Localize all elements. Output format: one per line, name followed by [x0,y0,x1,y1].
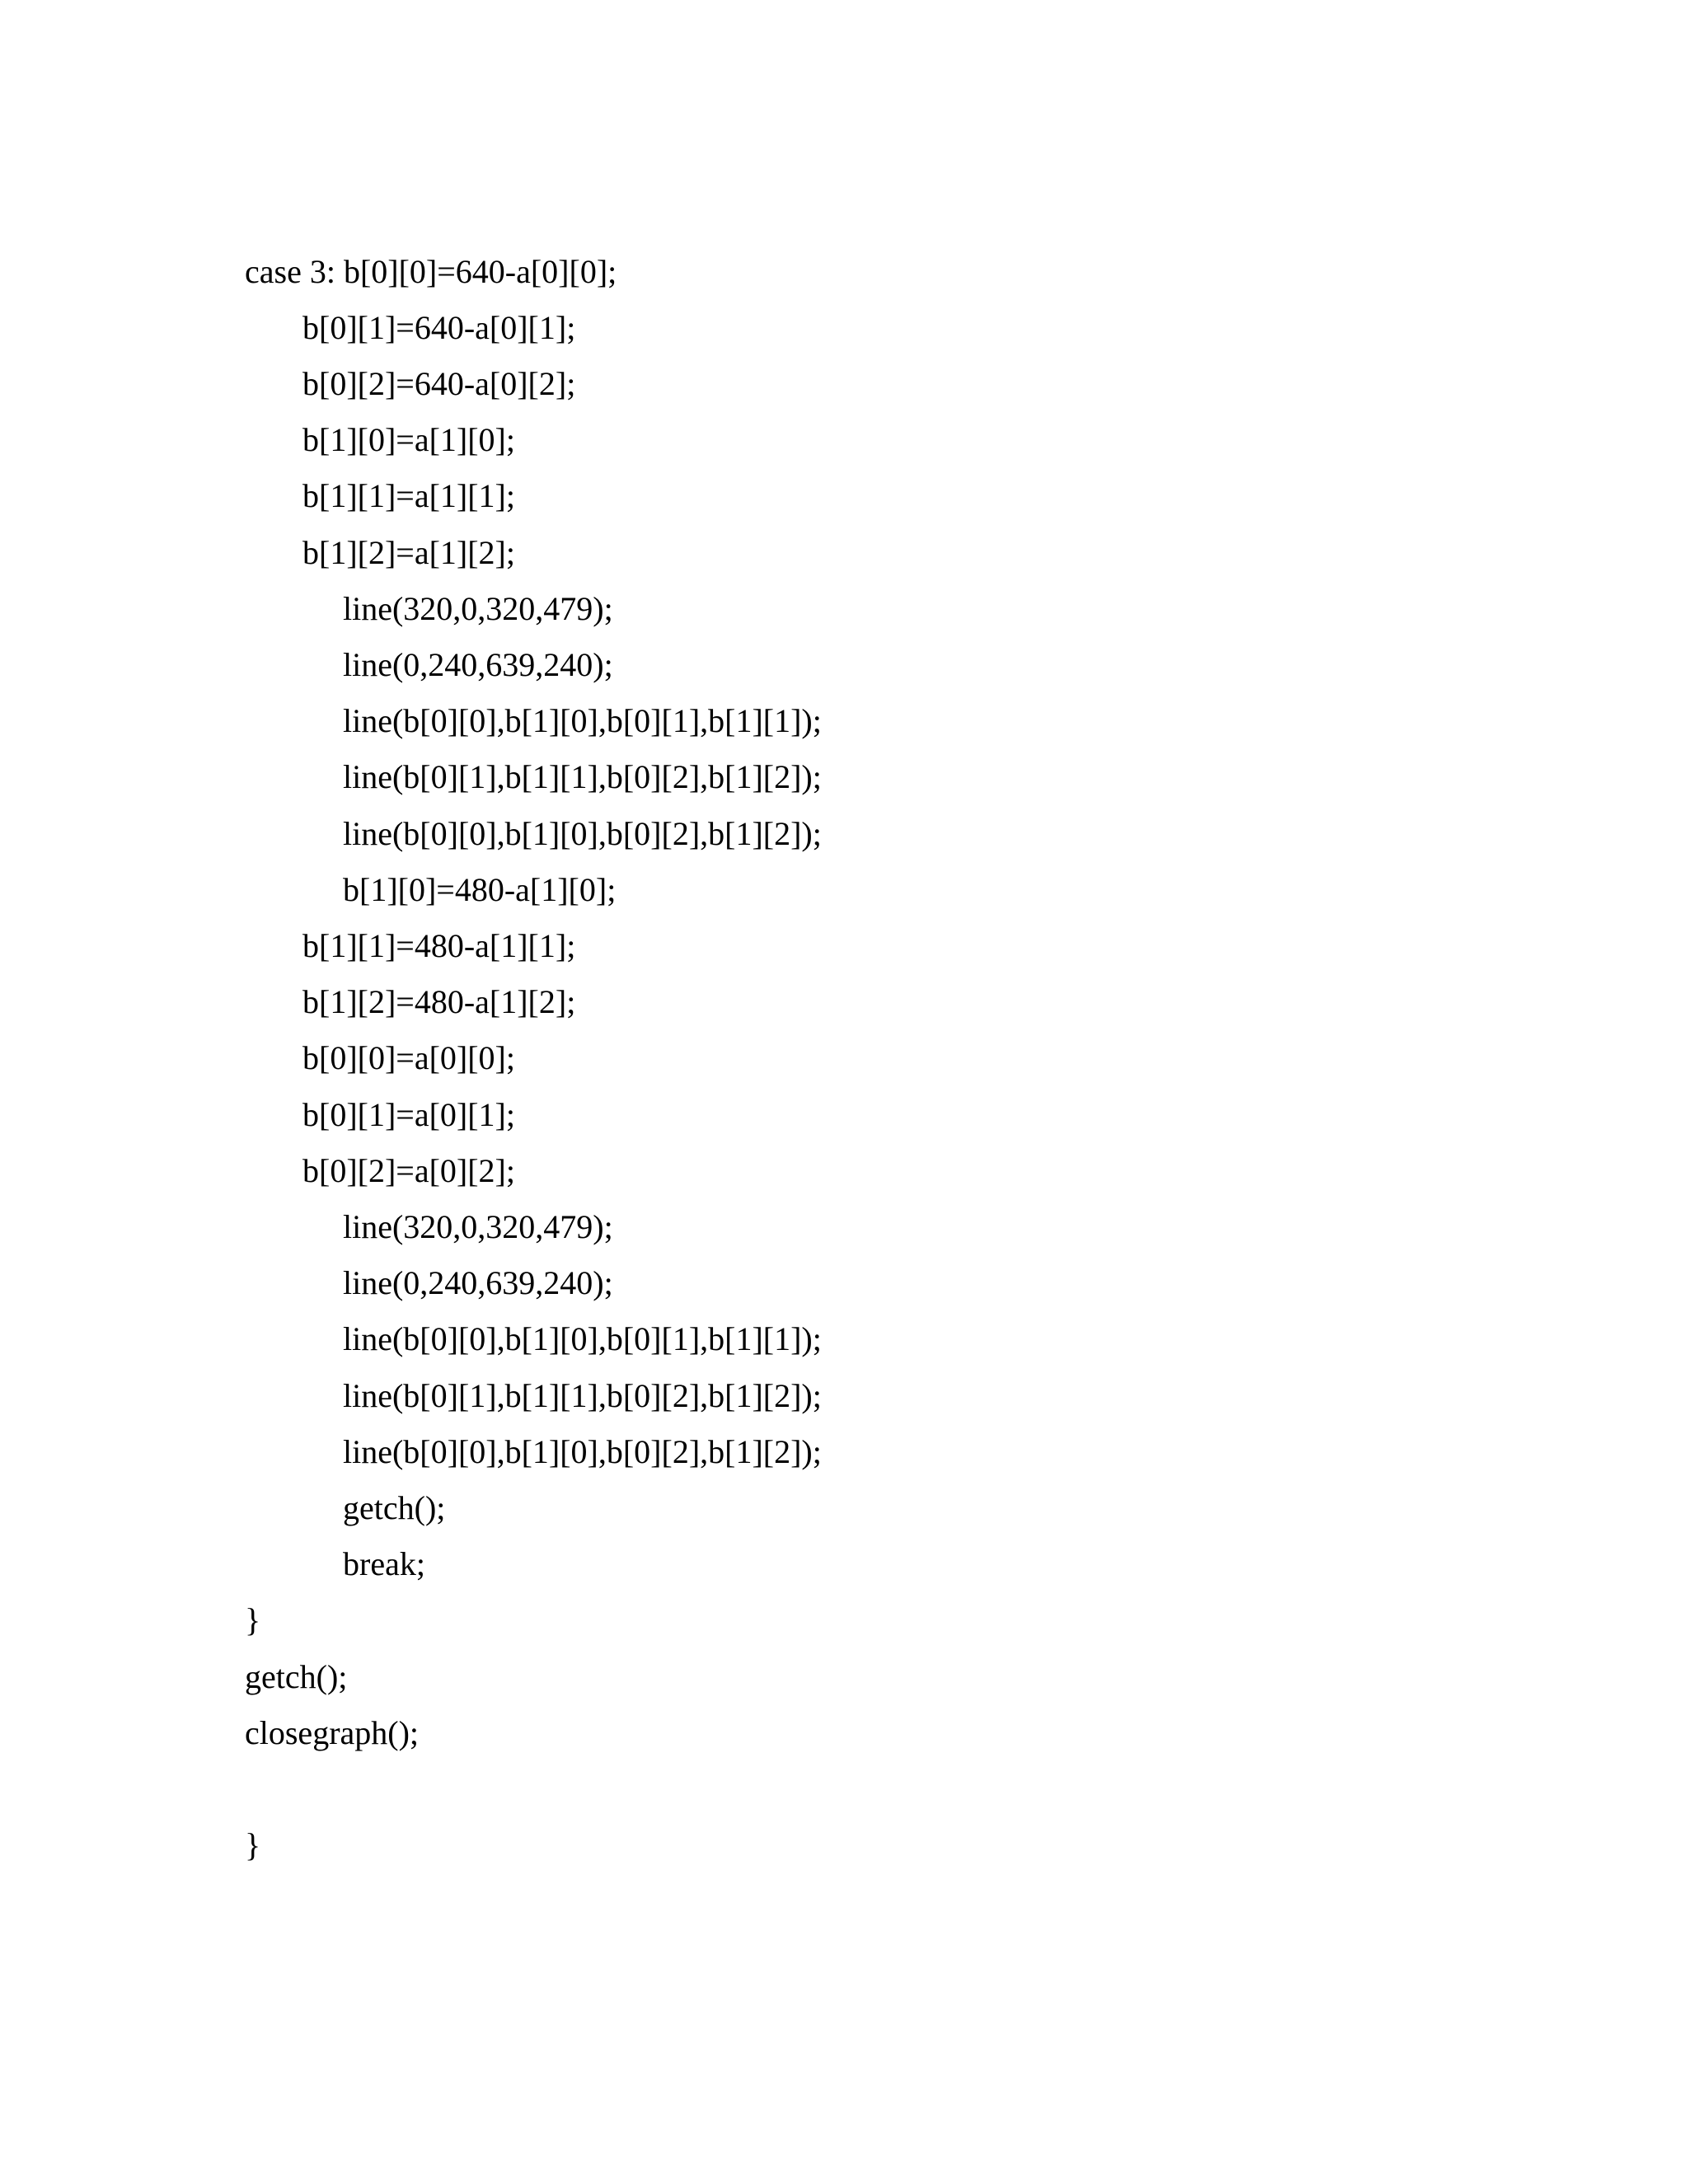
code-line: closegraph(); [245,1714,420,1751]
code-line: b[1][2]=480-a[1][2]; [302,983,576,1020]
closing-brace: } [245,1601,261,1638]
code-line: line(b[0][0],b[1][0],b[0][2],b[1][2]); [343,1433,822,1470]
closing-brace: } [245,1826,261,1863]
code-line: line(320,0,320,479); [343,590,613,627]
code-line: b[1][1]=a[1][1]; [302,477,515,514]
code-line: line(320,0,320,479); [343,1208,613,1245]
code-line: b[1][2]=a[1][2]; [302,534,515,571]
code-line: getch(); [245,1658,348,1695]
code-line: line(0,240,639,240); [343,1264,613,1301]
code-line: b[0][1]=a[0][1]; [302,1096,515,1133]
code-line: b[1][1]=480-a[1][1]; [302,927,576,964]
code-line: break; [343,1545,425,1582]
code-line: line(b[0][1],b[1][1],b[0][2],b[1][2]); [343,758,822,795]
code-line: line(b[0][0],b[1][0],b[0][1],b[1][1]); [343,1320,822,1357]
code-line: b[1][0]=480-a[1][0]; [343,871,617,908]
code-line: b[0][1]=640-a[0][1]; [302,309,576,346]
code-line: b[0][0]=a[0][0]; [302,1039,515,1076]
code-line: case 3: b[0][0]=640-a[0][0]; [245,253,617,290]
code-line: line(b[0][0],b[1][0],b[0][2],b[1][2]); [343,815,822,852]
code-line: line(b[0][1],b[1][1],b[0][2],b[1][2]); [343,1377,822,1414]
code-line: b[1][0]=a[1][0]; [302,421,515,458]
code-line: b[0][2]=640-a[0][2]; [302,365,576,402]
code-line: getch(); [343,1489,446,1526]
code-line: line(b[0][0],b[1][0],b[0][1],b[1][1]); [343,702,822,739]
code-line: b[0][2]=a[0][2]; [302,1152,515,1189]
code-line: line(0,240,639,240); [343,646,613,683]
